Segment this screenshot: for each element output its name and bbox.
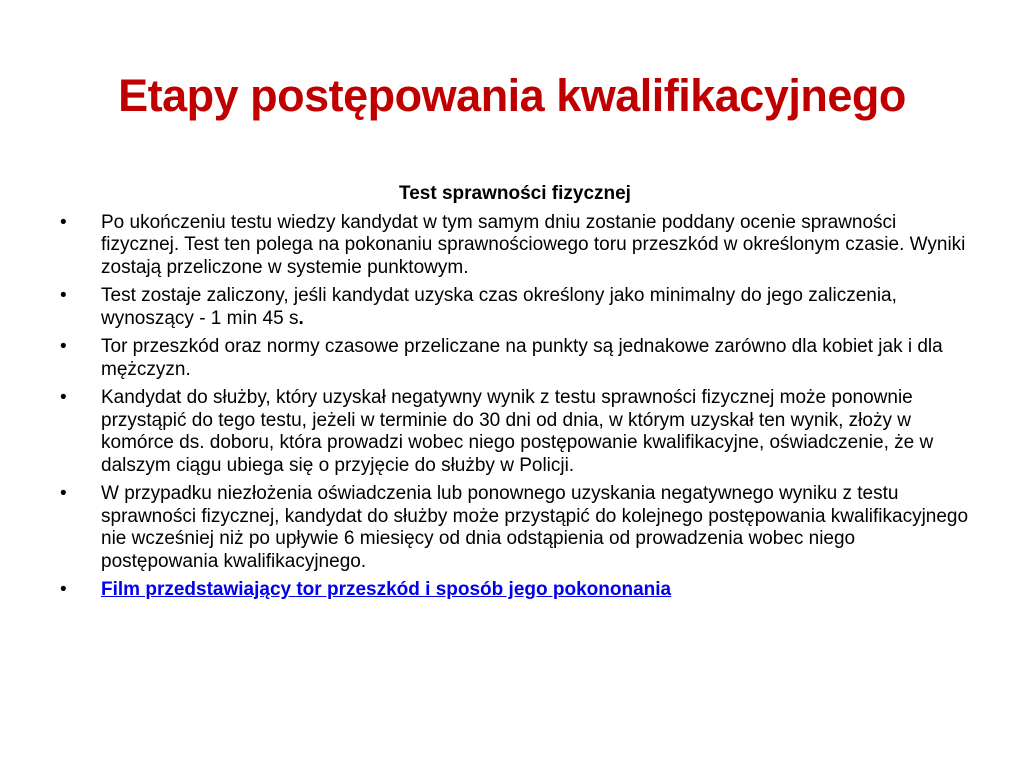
bullet-icon: • — [60, 579, 67, 600]
bullet-icon: • — [60, 211, 67, 233]
slide-content — [60, 183, 970, 608]
list-item-text: W przypadku niezłożenia oświadczenia lub ponownego uzyskania negatywnego wyniku z testu sprawności fizycznej, kandydat do służby może przystąpić do kolejnego postępowania kwalifikacyjnego nie wcześniej niż po upływie 6 miesięcy od dnia odstąpienia od prowadzenia wobec niego postępowania kwalifikacyjnego. — [101, 483, 969, 572]
bullet-icon: • — [60, 483, 67, 504]
list-item-text: Po ukończeniu testu wiedzy kandydat w tym samym dniu zostanie poddany ocenie sprawności fizycznej. Test ten polega na pokonaniu sprawnościowego toru przeszkód w określonym czasie. Wyniki zostają przeliczone w systemie punktowym. — [101, 211, 966, 278]
list-item — [60, 212, 970, 280]
list-item-suffix: . — [298, 307, 304, 329]
slide-title: Etapy postępowania kwalifikacyjnego — [118, 70, 906, 121]
bullet-icon: • — [60, 285, 67, 306]
bullet-icon: • — [60, 387, 67, 408]
list-item — [60, 579, 970, 602]
list-item — [60, 483, 970, 573]
list-item-text: Tor przeszkód oraz normy czasowe przeliczane na punkty są jednakowe zarówno dla kobiet jak i dla mężczyzn. — [101, 336, 943, 380]
video-link[interactable]: Film przedstawiający tor przeszkód i sposób jego pokononania — [101, 579, 672, 600]
list-item — [60, 285, 970, 330]
list-item — [60, 387, 970, 477]
bullet-list — [60, 212, 970, 602]
list-item-text: Test zostaje zaliczony, jeśli kandydat uzyska czas określony jako minimalny do jego zaliczenia, wynoszący - 1 min 45 s — [101, 285, 897, 329]
list-item — [60, 336, 970, 381]
list-item-text: Kandydat do służby, który uzyskał negatywny wynik z testu sprawności fizycznej może ponownie przystąpić do tego testu, jeżeli w terminie do 30 dni od dnia, w którym uzyskał ten wynik, złoży w komórce ds. doboru, która prowadzi wobec niego postępowanie kwalifikacyjne, oświadczenie, że w dalszym ciągu ubiega się o przyjęcie do służby w Policji. — [101, 387, 934, 476]
bullet-icon: • — [60, 336, 67, 357]
section-subtitle: Test sprawności fizycznej — [399, 183, 631, 204]
